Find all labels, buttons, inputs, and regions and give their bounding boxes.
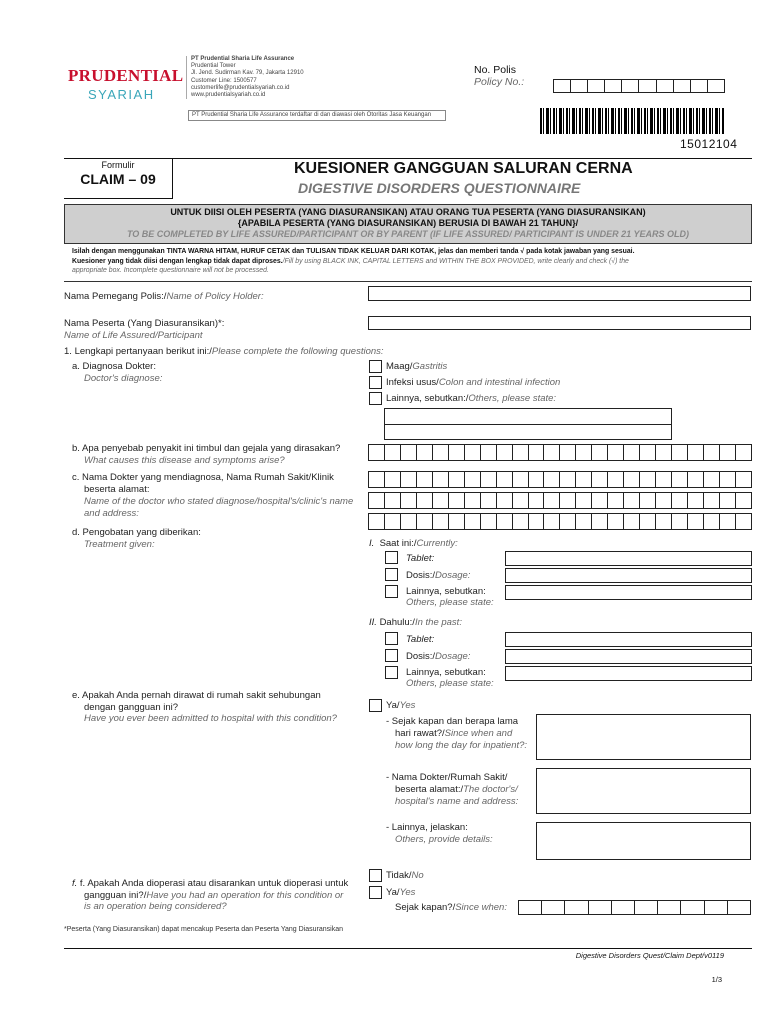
treatment-past-label: II. Dahulu:/In the past:: [369, 617, 462, 628]
hospital-others-label: - Lainnya, jelaskan: Others, provide details:: [386, 822, 493, 845]
hospital-name-label: - Nama Dokter/Rumah Sakit/ beserta alamat:/The doctor's/ hospital's name and address:: [386, 772, 519, 807]
gastritis-label: Maag/Gastritis: [386, 361, 448, 372]
address-line: www.prudentialsyariah.co.id: [191, 92, 266, 99]
logo-main-text: PRUDENTIAL: [68, 66, 184, 85]
past-dosage-label: Dosis:/Dosage:: [406, 651, 471, 662]
company-info: [186, 56, 304, 99]
form-title: KUESIONER GANGGUAN SALURAN CERNA: [294, 160, 633, 177]
infection-label: Infeksi usus/Colon and intestinal infection: [386, 377, 561, 388]
form-subtitle: DIGESTIVE DISORDERS QUESTIONNAIRE: [298, 180, 581, 196]
treatment-current-label: I. Saat ini:/Currently:: [369, 538, 458, 549]
footer-rule: [64, 948, 752, 949]
doctor-name-input-3[interactable]: [368, 513, 752, 530]
barcode-number: 15012104: [680, 137, 738, 151]
company-name: PT Prudential Sharia Life Assurance: [191, 56, 295, 62]
policy-holder-input[interactable]: [368, 286, 751, 301]
form-code: CLAIM – 09: [80, 171, 156, 187]
footnote: *Peserta (Yang Diasuransikan) dapat mencakup Peserta dan Peserta Yang Diasuransikan: [64, 926, 343, 933]
address-line: Customer Line: 1500577: [191, 77, 257, 84]
current-others-input[interactable]: [505, 585, 752, 600]
past-others-checkbox[interactable]: [385, 666, 398, 679]
address-line: Prudential Tower: [191, 63, 236, 70]
current-dosage-label: Dosis:/Dosage:: [406, 570, 471, 581]
regulatory-note: PT Prudential Sharia Life Assurance terdaftar di dan diawasi oleh Otoritas Jasa Keuangan: [188, 110, 446, 121]
fill-instructions: Isilah dengan menggunakan TINTA WARNA HITAM, HURUF CETAK dan TULISAN TIDAK KELUAR DARI KOTAK, jelas dan memberi tanda √ pada kotak jawaban yang sesuai. Kuesioner yang tidak diisi dengan lengkap tidak dapat diproses./Fill by using BLACK INK, CAPITAL LETTERS and WITHIN THE BOX PROVIDED, write clearly and check (√) the appropriate box. Incomplete questionnaire will not be processed.: [64, 247, 752, 282]
q1b-label: b. Apa penyebab penyakit ini timbul dan gejala yang dirasakan? What causes this disease and symptoms arise?: [72, 443, 341, 466]
q1-intro: 1. Lengkapi pertanyaan berikut ini:/Please complete the following questions:: [64, 346, 384, 357]
current-tablet-input[interactable]: [505, 551, 752, 566]
gastritis-checkbox[interactable]: [369, 360, 382, 373]
doctor-name-input-1[interactable]: [368, 471, 752, 488]
policy-number-input[interactable]: [553, 79, 725, 93]
page-number: 1/3: [711, 975, 722, 984]
life-assured-label: Nama Peserta (Yang Diasuransikan)*: Name of Life Assured/Participant: [64, 318, 225, 341]
others-diagnose-input[interactable]: [384, 408, 672, 440]
operation-yes-label: Ya/Yes: [386, 887, 416, 898]
current-others-label: Lainnya, sebutkan: Others, please state:: [406, 586, 494, 608]
past-tablet-checkbox[interactable]: [385, 632, 398, 645]
logo-sub-text: SYARIAH: [88, 87, 155, 102]
q1d-label: d. Pengobatan yang diberikan: Treatment given:: [72, 527, 201, 550]
past-tablet-label: Tablet:: [406, 634, 435, 645]
doc-reference: Digestive Disorders Quest/Claim Dept/v0119: [575, 951, 724, 960]
instruction-banner: UNTUK DIISI OLEH PESERTA (YANG DIASURANSIKAN) ATAU ORANG TUA PESERTA (YANG DIASURANSIKAN) {APABILA PESERTA (YANG DIASURANSIKAN) BERUSIA DI BAWAH 21 TAHUN}/ TO BE COMPLETED BY LIFE ASSURED/PARTICIPANT OR BY PARENT (IF LIFE ASSURED/ PARTICIPANT IS UNDER 21 YEARS OLD): [64, 204, 752, 244]
policy-holder-label: Nama Pemegang Polis:/Name of Policy Holder:: [64, 291, 264, 302]
policy-no-label: No. Polis Policy No.:: [474, 64, 525, 88]
disease-cause-input[interactable]: [368, 444, 752, 461]
operation-no-label: Tidak/No: [386, 870, 424, 881]
hospital-name-input[interactable]: [536, 768, 751, 814]
current-dosage-checkbox[interactable]: [385, 568, 398, 581]
hospital-yes-checkbox[interactable]: [369, 699, 382, 712]
address-line: Jl. Jend. Sudirman Kav. 79, Jakarta 12910: [191, 70, 304, 77]
q1e-label: e. Apakah Anda pernah dirawat di rumah sakit sehubungan dengan gangguan ini? Have you ever been admitted to hospital with this condition?: [72, 690, 337, 724]
operation-since-input[interactable]: [518, 900, 751, 915]
past-tablet-input[interactable]: [505, 632, 752, 647]
current-tablet-checkbox[interactable]: [385, 551, 398, 564]
barcode: [540, 108, 724, 134]
doctor-name-input-2[interactable]: [368, 492, 752, 509]
current-tablet-label: Tablet:: [406, 553, 435, 564]
company-logo: [68, 66, 184, 110]
current-others-checkbox[interactable]: [385, 585, 398, 598]
hospital-yes-label: Ya/Yes: [386, 700, 416, 711]
life-assured-input[interactable]: [368, 316, 751, 330]
operation-since-label: Sejak kapan?/Since when:: [395, 902, 507, 913]
others-diagnose-checkbox[interactable]: [369, 392, 382, 405]
past-dosage-input[interactable]: [505, 649, 752, 664]
address-line: customerlife@prudentialsyariah.co.id: [191, 84, 290, 91]
past-others-input[interactable]: [505, 666, 752, 681]
inpatient-since-label: - Sejak kapan dan berapa lama hari rawat?/Since when and how long the day for inpatient?:: [386, 716, 528, 751]
others-diagnose-label: Lainnya, sebutkan:/Others, please state:: [386, 393, 557, 404]
operation-no-checkbox[interactable]: [369, 869, 382, 882]
form-code-box: [64, 158, 173, 199]
past-others-label: Lainnya, sebutkan: Others, please state:: [406, 667, 494, 689]
current-dosage-input[interactable]: [505, 568, 752, 583]
past-dosage-checkbox[interactable]: [385, 649, 398, 662]
q1a-label: a. Diagnosa Dokter: Doctor's diagnose:: [72, 361, 163, 384]
formulir-label: Formulir: [101, 160, 135, 170]
q1f-label: f. f. Apakah Anda dioperasi atau disarankan untuk dioperasi untuk gangguan ini?/Have you had an operation for this condition or is an operation being considered?: [72, 878, 349, 912]
hospital-others-input[interactable]: [536, 822, 751, 860]
q1c-label: c. Nama Dokter yang mendiagnosa, Nama Rumah Sakit/Klinik beserta alamat: Name of the doctor who stated diagnose/hospital's/clinic's name and address:: [72, 472, 354, 519]
operation-yes-checkbox[interactable]: [369, 886, 382, 899]
inpatient-since-input[interactable]: [536, 714, 751, 760]
infection-checkbox[interactable]: [369, 376, 382, 389]
